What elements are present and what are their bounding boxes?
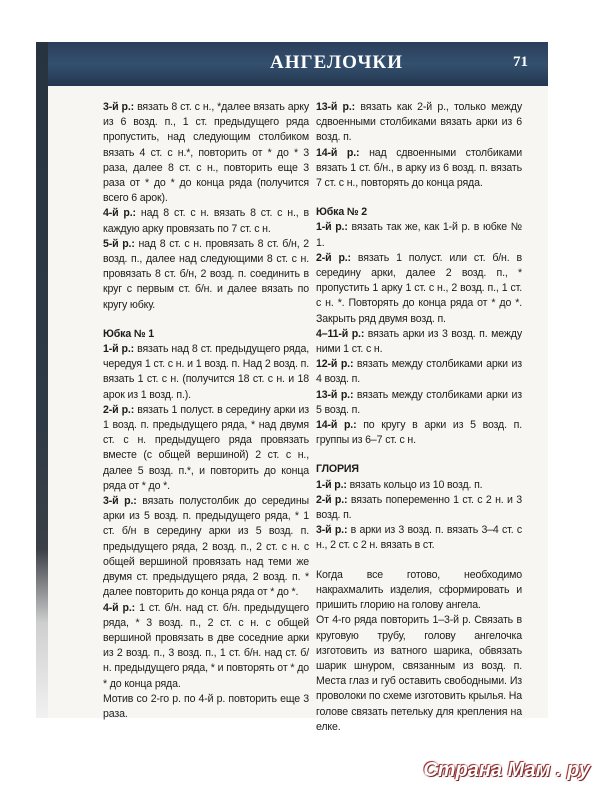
right-column <box>316 100 522 735</box>
section-heading-gloria: ГЛОРИЯ <box>316 463 359 476</box>
section-heading-skirt-2: Юбка № 2 <box>316 206 368 219</box>
page-number: 71 <box>513 54 528 70</box>
row-label: 3-й р.: <box>103 101 135 113</box>
row-label: 12-й р.: <box>316 358 354 371</box>
row-text: над 8 ст. с н. провязать 8 ст. б/н, 2 возд. п., далее над следующими 8 ст. с н. провязать 8 ст. б/н, 2 возд. п. соединить в круг с первым ст. б/н. и далее вязать по кругу юбку. <box>103 237 309 311</box>
row-label: 14-й р.: <box>316 146 360 159</box>
paragraph <box>316 146 522 192</box>
row-text: по кругу в арки из 5 возд. п. группы из 6–7 ст. с н. <box>316 419 522 447</box>
row-text: вязать между столбиками арки из 5 возд. п. <box>316 388 522 416</box>
row-label: 3-й р.: <box>316 524 348 537</box>
paragraph <box>103 494 309 600</box>
row-text: вязать над 8 ст. предыдущего ряда, чередуя 1 ст. с н. и 1 возд. п. Над 2 возд. п. вязать 1 ст. с н. (получится 18 ст. с н. и 18 арок из 1 возд. п.). <box>103 343 309 401</box>
paragraph <box>103 342 309 403</box>
paragraph: Мотив со 2-го р. по 4-й р. повторить еще 3 раза. <box>103 692 309 720</box>
paragraph <box>103 206 309 236</box>
paragraph <box>316 327 522 357</box>
row-label: 4–11-й р.: <box>316 327 365 340</box>
left-column <box>103 100 309 722</box>
paragraph <box>316 523 522 553</box>
page-binding-strip <box>36 42 48 718</box>
row-text: вязать кольцо из 10 возд. п. <box>346 478 483 491</box>
row-text: над 8 ст. с н. вязать 8 ст. с н., в каждую арку провязать по 7 ст. с н. <box>103 207 309 235</box>
paragraph: Когда все готово, необходимо накрахмалить изделия, сформировать и пришить глорию на голову ангела. <box>316 568 522 612</box>
paragraph <box>103 100 309 206</box>
book-page <box>36 42 548 733</box>
row-text: в арки из 3 возд. п. вязать 3–4 ст. с н., 2 ст. с 2 н. вязать в ст. <box>316 524 522 552</box>
paragraph <box>316 357 522 387</box>
page-header <box>48 42 548 86</box>
paragraph <box>103 237 309 313</box>
paragraph <box>103 601 309 692</box>
row-text: вязать так же, как 1-й р. в юбке № 1. <box>316 221 522 249</box>
paragraph <box>103 403 309 494</box>
row-label: 5-й р.: <box>103 237 135 250</box>
row-label: 1-й р.: <box>103 343 135 356</box>
row-label: 2-й р.: <box>316 493 348 506</box>
row-label: 2-й р.: <box>316 251 351 264</box>
row-label: 1-й р.: <box>316 221 348 234</box>
row-text: вязать 8 ст. с н., *далее вязать арку из 6 возд. п., 1 ст. предыдущего ряда пропустить, над следующим столбиком вязать 4 ст. с н.*, повторить от * до * 3 раза, далее 8 ст. с н., повторить еще 3 раза от * до * до конца ряда (получится всего 6 арок). <box>103 101 309 205</box>
row-label: 3-й р.: <box>103 495 137 508</box>
site-watermark: Страна Мам . ру <box>423 759 590 781</box>
row-text: вязать между столбиками арки из 4 возд. п. <box>316 358 522 386</box>
row-label: 14-й р.: <box>316 419 357 432</box>
paragraph: От 4-го ряда повторить 1–3-й р. Связать в круговую трубу, голову ангелочка изготовить из ватного шарика, обвязать шарик шнуром, связанным из возд. п. Места глаз и губ оставить свободными. Из проволоки по схеме изготовить крылья. На голове связать петельку для крепления на елке. <box>316 614 522 733</box>
row-label: 4-й р.: <box>103 207 136 220</box>
paragraph <box>316 388 522 418</box>
paragraph <box>316 418 522 448</box>
paragraph <box>316 220 522 250</box>
page-title: АНГЕЛОЧКИ <box>270 52 403 73</box>
row-text: вязать 1 полуст. или ст. б/н. в середину арки, далее 2 возд. п., * пропустить 1 арку 1 ст. с н., 2 возд. п., 1 ст. с н. *. Повторять до конца ряда от * до *. Закрыть ряд двумя возд. п. <box>316 251 522 325</box>
row-text: вязать 1 полуст. в середину арки из 1 возд. п. предыдущего ряда, * над двумя ст. с н. предыдущего ряда провязать вместе (с общей вершиной) 2 ст. с н., далее 5 возд. п.*, и повторить до конца ряда от * до *. <box>103 403 309 492</box>
row-text: над сдвоенными столбиками вязать 1 ст. б/н., в арку из 6 возд. п. вязать 7 ст. с н., повторять до конца ряда. <box>316 146 522 190</box>
row-text: вязать полустолбик до середины арки из 5 возд. п. предыдущего ряда, * 1 ст. б/н в середину арки из 5 возд. п. предыдущего ряда, 2 возд. п., 2 ст. с н. с общей вершиной провязать над теми же двумя ст. предыдущего ряда, 2 возд. п. * далее повторить до конца ряда от * до *. <box>103 495 309 599</box>
paragraph <box>316 100 522 146</box>
paragraph <box>316 251 522 327</box>
paragraph <box>316 493 522 523</box>
row-label: 13-й р.: <box>316 388 354 401</box>
row-label: 4-й р.: <box>103 601 136 614</box>
row-text: вязать как 2-й р., только между сдвоенными столбиками вязать арки из 6 возд. п. <box>316 101 522 144</box>
row-label: 2-й р.: <box>103 403 135 416</box>
row-text: вязать арки из 3 возд. п. между ними 1 ст. с н. <box>316 327 522 356</box>
row-text: 1 ст. б/н. над ст. б/н. предыдущего ряда, * 3 возд. п., 2 ст. с н. с общей вершиной провязать в две соседние арки из 2 возд. п., 3 возд. п., 1 ст. б/н. над ст. б/н. предыдущего ряда, * и повторять от * до * до конца ряда. <box>103 601 309 690</box>
row-label: 1-й р.: <box>316 478 347 491</box>
row-label: 13-й р.: <box>316 101 356 113</box>
row-text: вязать попеременно 1 ст. с 2 н. и 3 возд. п. <box>316 493 522 522</box>
paragraph <box>316 478 522 493</box>
section-heading-skirt-1: Юбка № 1 <box>103 327 155 340</box>
